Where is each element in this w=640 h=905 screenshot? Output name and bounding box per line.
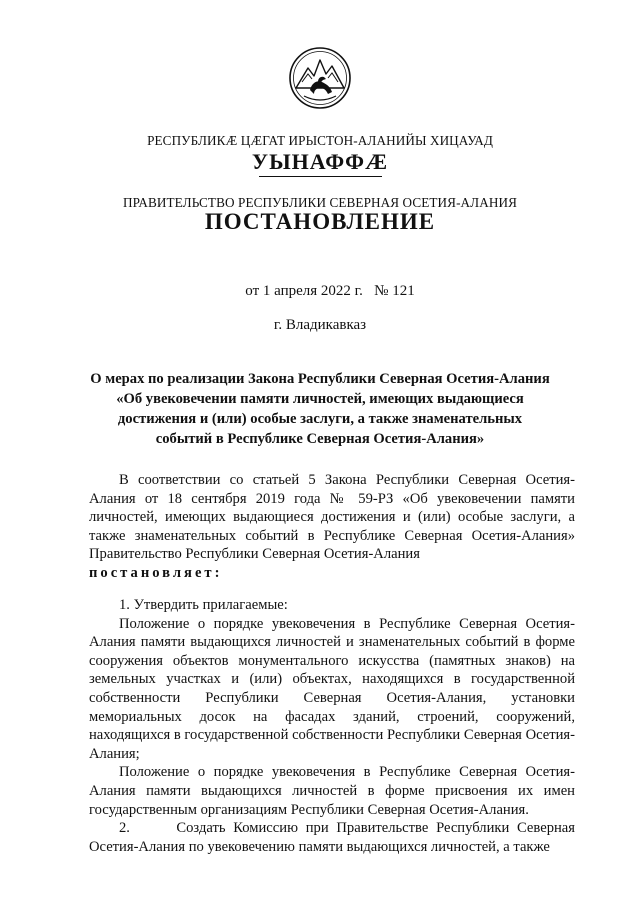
item-2-text: Создать Комиссию при Правительстве Республики Северная Осетия-Алания по увековечению памяти выдающихся личностей, а также bbox=[89, 820, 575, 855]
title-line: «Об увековечении памяти личностей, имеющих выдающиеся bbox=[116, 391, 524, 407]
item-1-heading: 1. Утвердить прилагаемые: bbox=[119, 597, 288, 613]
date-and-number: от 1 апреля 2022 г. № 121 bbox=[245, 283, 415, 299]
document-type-title: ПОСТАНОВЛЕНИЕ bbox=[204, 209, 436, 234]
coat-of-arms-icon bbox=[288, 46, 352, 110]
resolution-title bbox=[90, 369, 550, 449]
item-1-paragraph-1: Положение о порядке увековечения в Республике Северная Осетия-Алания памяти выдающихся личностей и знаменательных событий в форме сооружения объектов монументального искусства (памятных знаков) на земельных участках и (или) объектах, находящихся в государственной собственности Республики Северная Осетия-Алания, установки мемориальных досок на фасадах зданий, строений, сооружений, находящихся в государственной собственности Республики Северная Осетия-Алания; bbox=[89, 615, 575, 762]
ossetian-title: УЫНАФФӔ bbox=[251, 149, 389, 174]
city-line: г. Владикавказ bbox=[273, 317, 367, 333]
title-line: О мерах по реализации Закона Республики Северная Осетия-Алания bbox=[90, 371, 550, 387]
title-line: достижения и (или) особые заслуги, а также знаменательных bbox=[117, 411, 523, 427]
decree-word: постановляет: bbox=[89, 564, 223, 581]
item-1-paragraph-2: Положение о порядке увековечения в Республике Северная Осетия-Алания памяти выдающихся личностей в форме присвоения их имен государственным организациям Республики Северная Осетия-Алания. bbox=[89, 764, 575, 818]
item-2-paragraph bbox=[89, 819, 575, 856]
preamble-paragraph: В соответствии со статьей 5 Закона Республики Северная Осетия-Алания от 18 сентября 2019 года № 59-РЗ «Об увековечении памяти личностей, имеющих выдающиеся достижения и (или) особые заслуги, а также знаменательных событий в Республике Северная Осетия-Алания» Правительство Республики Северная Осетия-Алания постановляет: bbox=[89, 472, 575, 581]
item-2-number: 2. bbox=[119, 820, 130, 837]
ossetian-government-line: РЕСПУБЛИКӔ ЦӔГАТ ИРЫСТОН-АЛАНИЙЫ ХИЦАУАД bbox=[147, 133, 493, 148]
title-line: событий в Республике Северная Осетия-Алания» bbox=[155, 431, 485, 447]
items-section bbox=[89, 596, 575, 856]
russian-government-line: ПРАВИТЕЛЬСТВО РЕСПУБЛИКИ СЕВЕРНАЯ ОСЕТИЯ-АЛАНИЯ bbox=[123, 195, 517, 210]
header-divider bbox=[259, 176, 382, 177]
